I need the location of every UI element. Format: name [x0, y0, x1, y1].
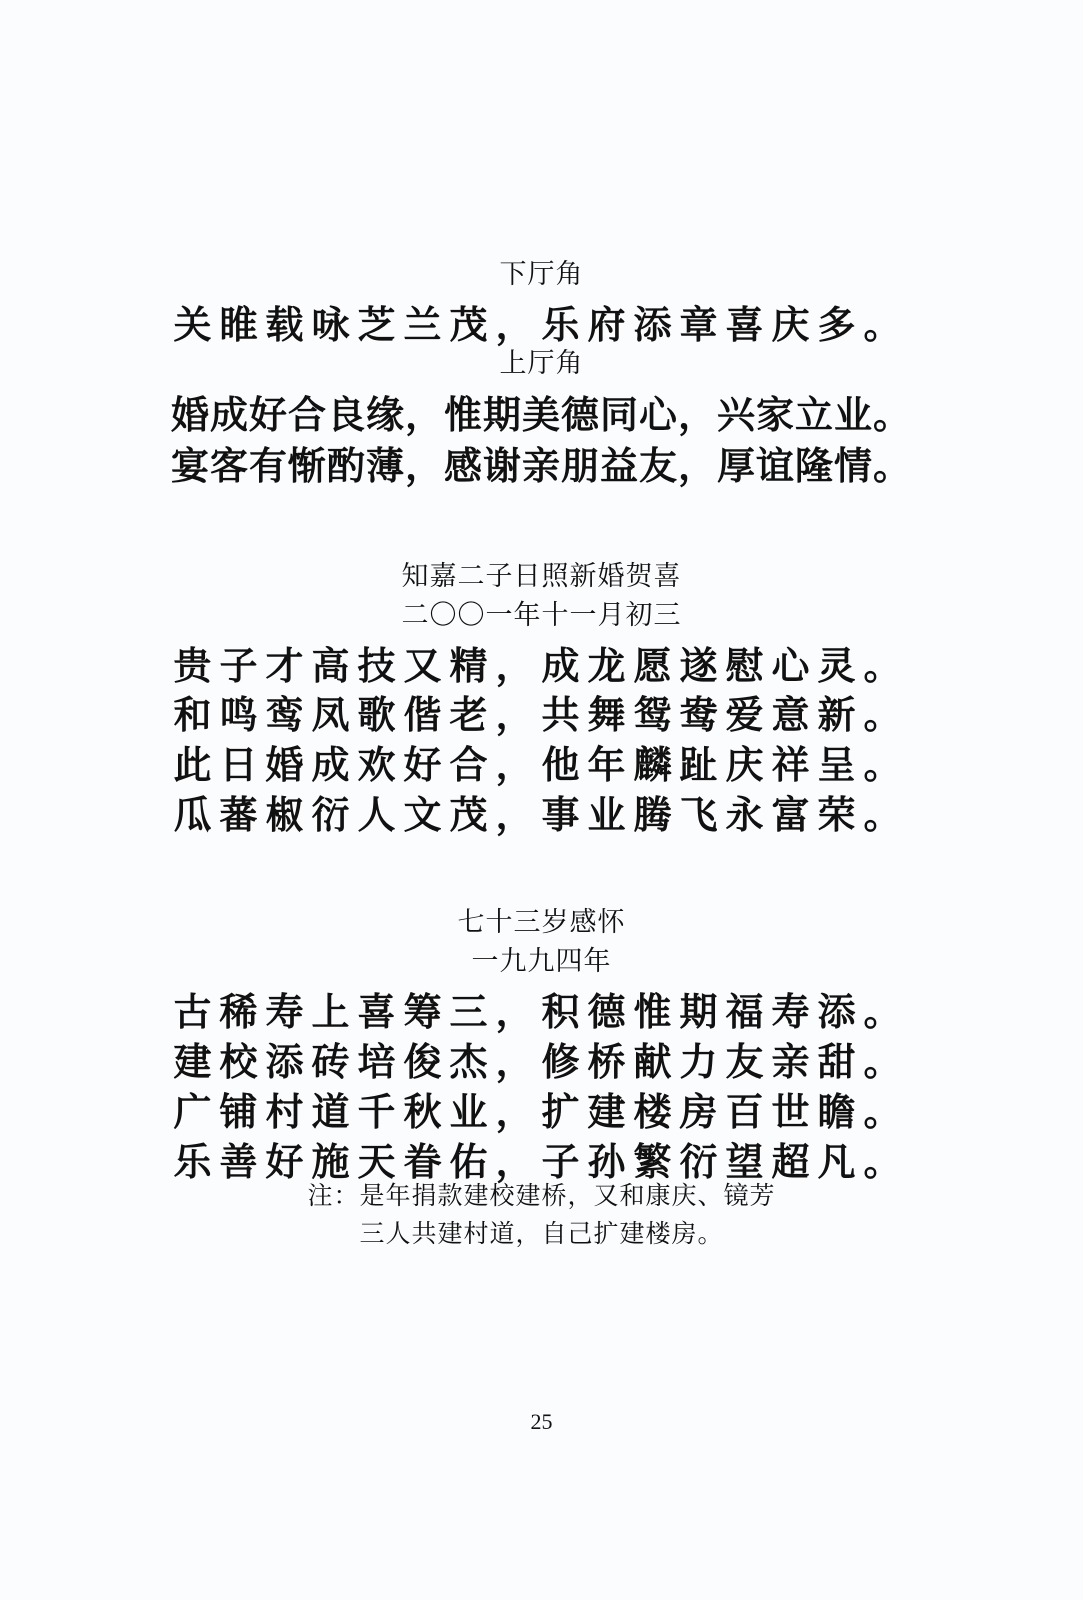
poem-line: 乐善好施天眷佑，子孙繁衍望超凡。: [173, 1139, 910, 1184]
poem-note: 三人共建村道，自己扩建楼房。: [359, 1219, 724, 1248]
poem-line: 瓜蕃椒衍人文茂，事业腾飞永富荣。: [173, 792, 910, 837]
poem-note: 注：是年捐款建校建桥，又和康庆、镜芳: [307, 1181, 776, 1210]
section-heading-xia-ting-jiao: 下厅角: [499, 259, 584, 290]
poem-title-wedding: 知嘉二子日照新婚贺喜: [401, 561, 682, 592]
poem-line: 建校添砖培俊杰，修桥献力友亲甜。: [173, 1039, 910, 1084]
couplet-line: 宴客有惭酌薄，感谢亲朋益友，厚谊隆情。: [170, 443, 912, 488]
poem-line: 和鸣鸾凤歌偕老，共舞鸳鸯爱意新。: [173, 692, 910, 737]
page-number: 25: [530, 1409, 553, 1434]
poem-title-73-years: 七十三岁感怀: [457, 907, 626, 938]
poem-date-73-years: 一九九四年: [471, 946, 612, 977]
poem-line: 此日婚成欢好合，他年麟趾庆祥呈。: [173, 742, 910, 787]
poem-line: 贵子才高技又精，成龙愿遂慰心灵。: [173, 643, 910, 688]
couplet-line: 婚成好合良缘，惟期美德同心，兴家立业。: [170, 392, 912, 437]
poem-date-wedding: 二〇〇一年十一月初三: [401, 600, 682, 631]
section-heading-shang-ting-jiao: 上厅角: [499, 348, 584, 379]
couplet-line: 关睢载咏芝兰茂，乐府添章喜庆多。: [173, 302, 910, 347]
poem-line: 广铺村道千秋业，扩建楼房百世瞻。: [173, 1089, 910, 1134]
poem-line: 古稀寿上喜筹三，积德惟期福寿添。: [173, 989, 910, 1034]
